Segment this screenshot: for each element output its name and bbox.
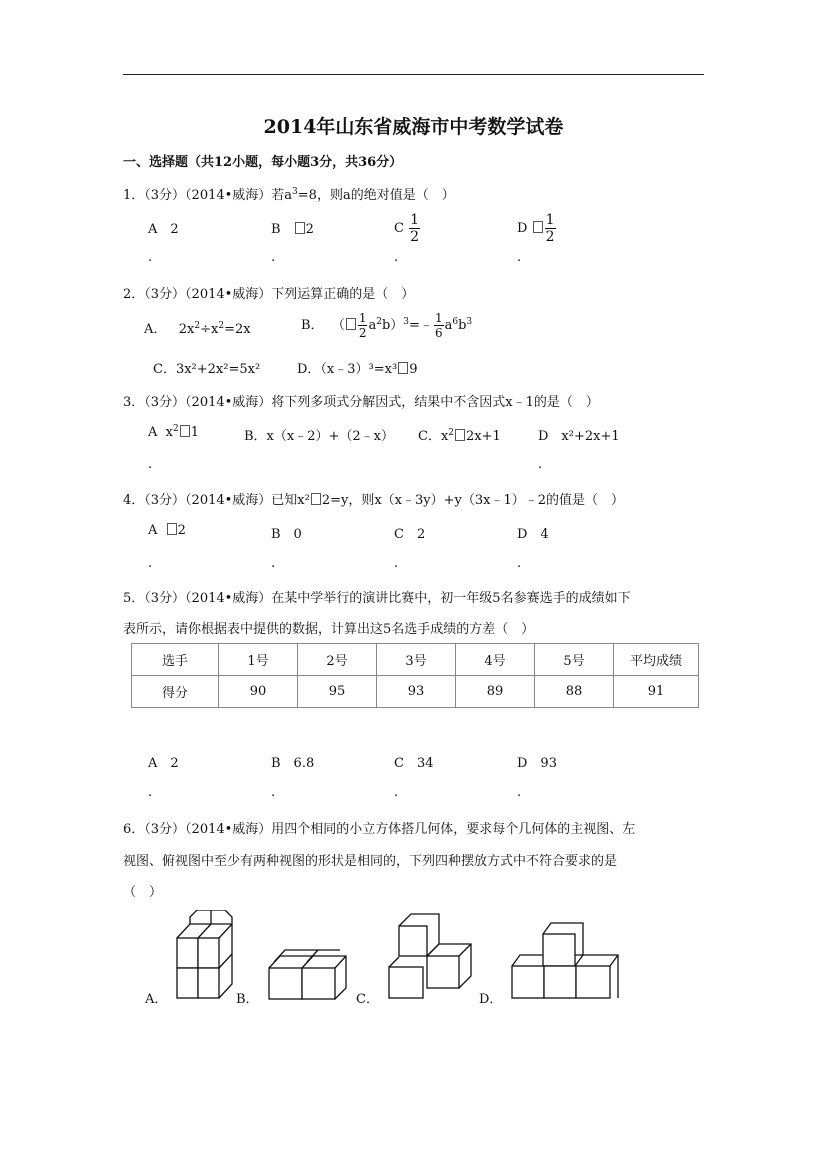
dot: . <box>517 785 522 800</box>
q6-stem-line1: 6．（3分）（2014•威海）用四个相同的小立方体搭几何体，要求每个几何体的主视图、左 <box>123 822 636 837</box>
q6-option-b[interactable]: B． <box>236 992 259 1007</box>
q4-option-a[interactable]: A 2 <box>148 523 186 538</box>
q1-fraction-d: $\frac{1}{2}$ <box>545 212 555 245</box>
table-cell: 得分 <box>132 676 219 708</box>
table-cell: 95 <box>298 676 377 708</box>
q2-fraction-half: $\frac{1}{2}$ <box>358 311 367 340</box>
dot: . <box>517 556 522 571</box>
dot: . <box>148 785 153 800</box>
q1-fraction-c: $\frac{1}{2}$ <box>410 212 420 245</box>
score-table <box>131 643 699 708</box>
table-cell: 4号 <box>456 644 535 676</box>
q5-option-b[interactable]: B 6.8 <box>271 756 315 771</box>
missing-glyph-box <box>533 221 543 233</box>
table-cell: 88 <box>535 676 614 708</box>
q3-stem: 3．（3分）（2014•威海）将下列多项式分解因式，结果中不含因式x﹣1的是（ ） <box>123 395 599 410</box>
q4-stem: 4．（3分）（2014•威海）已知x² 2=y，则x（x﹣3y）+y（3x﹣1）﹣2的值是（ ） <box>123 493 625 508</box>
cube-figure-a <box>170 910 240 1005</box>
q3-option-a[interactable]: A $x^2$ 1 <box>148 424 200 440</box>
cube-figure-c <box>385 910 475 1002</box>
q3-option-d[interactable]: D x²+2x+1 <box>538 429 620 444</box>
q6-stem-line3: （ ） <box>123 885 163 900</box>
q5-option-c[interactable]: C 34 <box>394 756 434 771</box>
q1-option-d[interactable]: D $\frac{1}{2}$ <box>517 212 555 245</box>
q5-option-a[interactable]: A 2 <box>148 756 179 771</box>
q1-stem: 1．（3分）（2014•威海）若$a^3=8$，则a的绝对值是（ ） <box>123 187 455 203</box>
dot: . <box>517 250 522 265</box>
q2-fraction-sixth: $\frac{1}{6}$ <box>434 311 443 340</box>
header-rule <box>123 74 704 75</box>
missing-glyph-box <box>167 523 177 535</box>
dot: . <box>148 250 153 265</box>
q6-option-a[interactable]: A． <box>145 992 168 1007</box>
q5-option-d[interactable]: D 93 <box>517 756 557 771</box>
cube-figure-d <box>508 915 623 1003</box>
q6-option-d[interactable]: D． <box>479 992 503 1007</box>
table-cell: 5号 <box>535 644 614 676</box>
table-cell: 89 <box>456 676 535 708</box>
dot: . <box>271 250 276 265</box>
cube-figure-b <box>266 946 352 1002</box>
q3-option-c[interactable]: C．$x^2$ 2x+1 <box>418 428 501 444</box>
q5-stem-line2: 表所示，请你根据表中提供的数据，计算出这5名选手成绩的方差（ ） <box>123 622 535 637</box>
table-row <box>132 676 699 708</box>
q6-stem-line2: 视图、俯视图中至少有两种视图的形状是相同的，下列四种摆放方式中不符合要求的是 <box>123 854 618 869</box>
table-cell: 90 <box>219 676 298 708</box>
missing-glyph-box <box>295 222 305 234</box>
dot: . <box>538 457 543 472</box>
missing-glyph-box <box>398 362 408 374</box>
section-heading: 一、选择题（共12小题，每小题3分，共36分） <box>123 155 403 170</box>
q4-option-d[interactable]: D 4 <box>517 527 549 542</box>
dot: . <box>271 785 276 800</box>
dot: . <box>394 556 399 571</box>
dot: . <box>271 556 276 571</box>
q1-option-c[interactable]: C $\frac{1}{2}$ <box>394 212 420 245</box>
dot: . <box>148 457 153 472</box>
q1-option-b[interactable]: B 2 <box>271 222 314 237</box>
missing-glyph-box <box>455 429 465 441</box>
q2-option-d[interactable]: D．（x﹣3）³=x³ 9 <box>297 362 418 377</box>
page-title: 2014年山东省威海市中考数学试卷 <box>263 116 564 138</box>
missing-glyph-box <box>180 425 190 437</box>
q4-option-b[interactable]: B 0 <box>271 527 302 542</box>
table-cell: 91 <box>614 676 699 708</box>
q2-option-c[interactable]: C．3x²+2x²=5x² <box>153 362 261 377</box>
missing-glyph-box <box>311 493 321 505</box>
dot: . <box>394 785 399 800</box>
q2-option-a[interactable]: A． $2x^2\div x^2=2x$ <box>144 321 251 337</box>
table-header-row <box>132 644 699 676</box>
missing-glyph-box <box>346 318 356 330</box>
q4-option-c[interactable]: C 2 <box>394 527 426 542</box>
table-cell: 3号 <box>377 644 456 676</box>
table-cell: 93 <box>377 676 456 708</box>
q2-stem: 2．（3分）（2014•威海）下列运算正确的是（ ） <box>123 287 415 302</box>
q5-stem-line1: 5．（3分）（2014•威海）在某中学举行的演讲比赛中，初一年级5名参赛选手的成绩如下 <box>123 591 631 606</box>
q1-option-a[interactable]: A 2 <box>148 222 179 237</box>
q2-option-b[interactable]: B． （ $\frac{1}{2}$ $a^2b)^3=﹣$ $\frac{1}{6}$ $a^6b^3$ <box>301 311 473 340</box>
table-cell: 平均成绩 <box>614 644 699 676</box>
table-cell: 1号 <box>219 644 298 676</box>
dot: . <box>394 250 399 265</box>
q3-option-b[interactable]: B．x（x﹣2）+（2﹣x） <box>244 429 394 444</box>
table-cell: 2号 <box>298 644 377 676</box>
dot: . <box>148 556 153 571</box>
q6-option-c[interactable]: C． <box>356 992 379 1007</box>
table-cell: 选手 <box>132 644 219 676</box>
